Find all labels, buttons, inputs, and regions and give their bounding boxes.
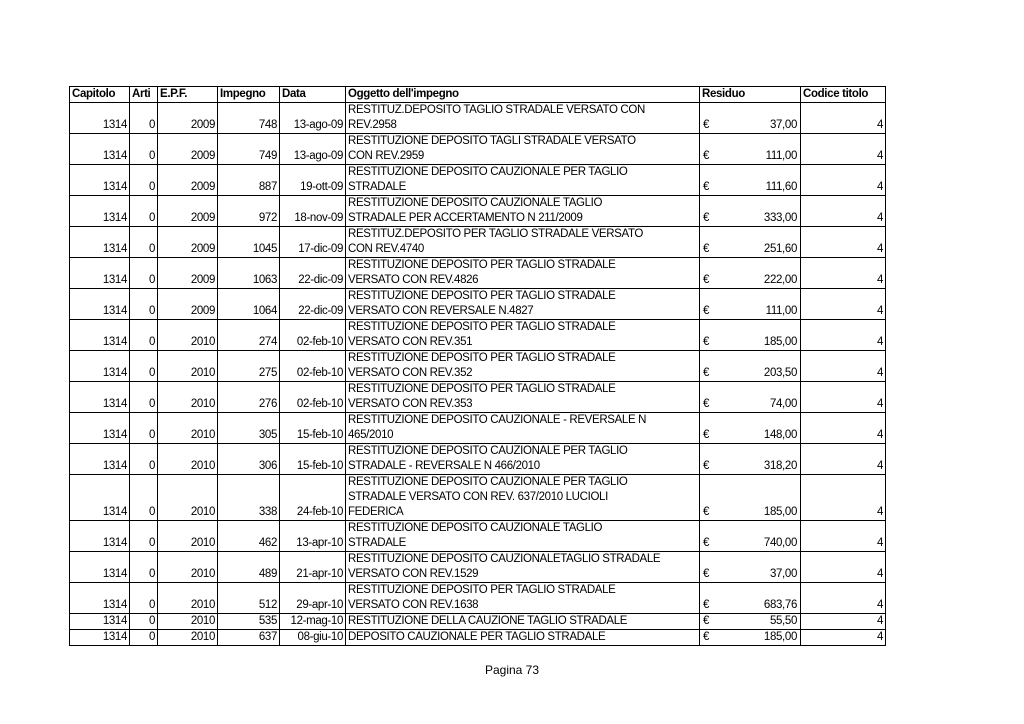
cell-codice-titolo: 4 (801, 227, 886, 258)
oggetto-line: RESTITUZIONE DEPOSITO PER TAGLIO STRADALE (348, 290, 616, 302)
oggetto-line: STRADALE (348, 181, 406, 193)
cell-residuo (700, 134, 801, 165)
cell-oggetto (346, 134, 700, 165)
oggetto-line: RESTITUZIONE DEPOSITO CAUZIONALE TAGLIO (348, 197, 603, 209)
cell-residuo (700, 103, 801, 134)
cell-oggetto (346, 444, 700, 475)
table-row (70, 552, 886, 583)
cell-capitolo: 1314 (70, 382, 130, 413)
euro-symbol: € (703, 631, 710, 643)
cell-capitolo: 1314 (70, 614, 130, 630)
cell-residuo (700, 583, 801, 614)
cell-codice-titolo: 4 (801, 103, 886, 134)
cell-impegno: 748 (218, 103, 280, 134)
cell-capitolo: 1314 (70, 521, 130, 552)
residuo-value: 37,00 (769, 568, 797, 580)
cell-oggetto (346, 351, 700, 382)
cell-data: 13-ago-09 (280, 134, 346, 165)
residuo-value: 111,00 (765, 150, 797, 162)
oggetto-line: DEPOSITO CAUZIONALE PER TAGLIO STRADALE (348, 631, 606, 643)
euro-symbol: € (703, 537, 710, 549)
cell-codice-titolo: 4 (801, 413, 886, 444)
oggetto-line: RESTITUZ.DEPOSITO TAGLIO STRADALE VERSATO CON (348, 104, 645, 116)
table-row (70, 289, 886, 320)
cell-codice-titolo: 4 (801, 552, 886, 583)
cell-residuo (700, 413, 801, 444)
oggetto-line: RESTITUZIONE DEPOSITO PER TAGLIO STRADALE (348, 352, 616, 364)
cell-epf: 2009 (158, 134, 218, 165)
cell-data: 15-feb-10 (280, 444, 346, 475)
cell-impegno: 306 (218, 444, 280, 475)
cell-data: 02-feb-10 (280, 320, 346, 351)
cell-codice-titolo: 4 (801, 351, 886, 382)
cell-data: 22-dic-09 (280, 289, 346, 320)
cell-arti: 0 (130, 134, 158, 165)
oggetto-line: STRADALE - REVERSALE N 466/2010 (348, 460, 540, 472)
oggetto-line: RESTITUZIONE DEPOSITO PER TAGLIO STRADALE (348, 321, 616, 333)
cell-arti: 0 (130, 583, 158, 614)
euro-symbol: € (703, 615, 710, 627)
table-row (70, 196, 886, 227)
euro-symbol: € (703, 367, 710, 379)
residuo-value: 740,00 (763, 537, 797, 549)
cell-impegno: 338 (218, 475, 280, 521)
oggetto-line: FEDERICA (348, 506, 404, 518)
residuo-value: 148,00 (763, 429, 797, 441)
cell-capitolo: 1314 (70, 630, 130, 646)
cell-impegno: 512 (218, 583, 280, 614)
cell-residuo (700, 475, 801, 521)
cell-impegno: 1063 (218, 258, 280, 289)
cell-epf: 2009 (158, 103, 218, 134)
cell-codice-titolo: 4 (801, 630, 886, 646)
oggetto-line: STRADALE VERSATO CON REV. 637/2010 LUCIOLI (348, 491, 608, 503)
cell-residuo (700, 289, 801, 320)
header-capitolo: Capitolo (70, 87, 130, 103)
cell-oggetto (346, 382, 700, 413)
cell-impegno: 637 (218, 630, 280, 646)
cell-epf: 2010 (158, 614, 218, 630)
table-row (70, 227, 886, 258)
cell-oggetto (346, 521, 700, 552)
oggetto-line: RESTITUZIONE DELLA CAUZIONE TAGLIO STRADALE (348, 615, 628, 627)
cell-oggetto (346, 413, 700, 444)
cell-data: 24-feb-10 (280, 475, 346, 521)
table-row (70, 103, 886, 134)
oggetto-line: RESTITUZIONE DEPOSITO CAUZIONALE PER TAGLIO (348, 166, 628, 178)
euro-symbol: € (703, 460, 710, 472)
header-data: Data (280, 87, 346, 103)
cell-capitolo: 1314 (70, 165, 130, 196)
table-row (70, 475, 886, 521)
impegni-table (69, 86, 886, 646)
cell-epf: 2010 (158, 320, 218, 351)
cell-arti: 0 (130, 521, 158, 552)
cell-codice-titolo: 4 (801, 614, 886, 630)
residuo-value: 185,00 (763, 336, 797, 348)
cell-capitolo: 1314 (70, 289, 130, 320)
residuo-value: 111,60 (765, 181, 797, 193)
cell-arti: 0 (130, 382, 158, 413)
header-impegno: Impegno (218, 87, 280, 103)
cell-codice-titolo: 4 (801, 444, 886, 475)
cell-oggetto (346, 196, 700, 227)
oggetto-line: RESTITUZIONE DEPOSITO CAUZIONALE PER TAGLIO (348, 445, 628, 457)
euro-symbol: € (703, 398, 710, 410)
header-oggetto: Oggetto dell'impegno (346, 87, 700, 103)
cell-oggetto (346, 475, 700, 521)
cell-data: 18-nov-09 (280, 196, 346, 227)
cell-capitolo: 1314 (70, 475, 130, 521)
table-row (70, 320, 886, 351)
euro-symbol: € (703, 305, 710, 317)
cell-arti: 0 (130, 320, 158, 351)
cell-arti: 0 (130, 351, 158, 382)
cell-arti: 0 (130, 196, 158, 227)
cell-epf: 2010 (158, 521, 218, 552)
cell-impegno: 1045 (218, 227, 280, 258)
cell-data: 13-ago-09 (280, 103, 346, 134)
euro-symbol: € (703, 181, 710, 193)
cell-epf: 2009 (158, 258, 218, 289)
residuo-value: 203,50 (763, 367, 797, 379)
cell-impegno: 972 (218, 196, 280, 227)
cell-capitolo: 1314 (70, 134, 130, 165)
cell-arti: 0 (130, 444, 158, 475)
cell-capitolo: 1314 (70, 351, 130, 382)
table-row (70, 521, 886, 552)
cell-epf: 2009 (158, 227, 218, 258)
oggetto-line: CON REV.4740 (348, 243, 424, 255)
cell-impegno: 462 (218, 521, 280, 552)
cell-epf: 2010 (158, 630, 218, 646)
cell-capitolo: 1314 (70, 196, 130, 227)
cell-codice-titolo: 4 (801, 475, 886, 521)
residuo-value: 318,20 (763, 460, 797, 472)
residuo-value: 683,76 (763, 599, 797, 611)
oggetto-line: STRADALE (348, 537, 406, 549)
cell-oggetto (346, 227, 700, 258)
residuo-value: 222,00 (763, 274, 797, 286)
cell-codice-titolo: 4 (801, 320, 886, 351)
euro-symbol: € (703, 243, 710, 255)
table-row (70, 382, 886, 413)
cell-impegno: 489 (218, 552, 280, 583)
euro-symbol: € (703, 506, 710, 518)
table-row (70, 134, 886, 165)
cell-codice-titolo: 4 (801, 165, 886, 196)
cell-capitolo: 1314 (70, 227, 130, 258)
cell-residuo (700, 444, 801, 475)
cell-residuo (700, 165, 801, 196)
cell-codice-titolo: 4 (801, 521, 886, 552)
cell-residuo (700, 630, 801, 646)
residuo-value: 185,00 (763, 631, 797, 643)
cell-epf: 2009 (158, 289, 218, 320)
header-codice-titolo: Codice titolo (801, 87, 886, 103)
cell-residuo (700, 196, 801, 227)
table-row (70, 583, 886, 614)
cell-impegno: 749 (218, 134, 280, 165)
oggetto-line: RESTITUZIONE DEPOSITO TAGLI STRADALE VERSATO (348, 135, 636, 147)
cell-arti: 0 (130, 289, 158, 320)
oggetto-line: VERSATO CON REV.352 (348, 367, 473, 379)
cell-data: 08-giu-10 (280, 630, 346, 646)
cell-epf: 2010 (158, 413, 218, 444)
cell-oggetto (346, 103, 700, 134)
cell-impegno: 535 (218, 614, 280, 630)
residuo-value: 251,60 (763, 243, 797, 255)
cell-impegno: 276 (218, 382, 280, 413)
oggetto-line: VERSATO CON REV.351 (348, 336, 473, 348)
page-number: Pagina 73 (484, 663, 540, 677)
cell-data: 22-dic-09 (280, 258, 346, 289)
residuo-value: 37,00 (769, 119, 797, 131)
euro-symbol: € (703, 336, 710, 348)
cell-oggetto (346, 289, 700, 320)
cell-capitolo: 1314 (70, 320, 130, 351)
oggetto-line: RESTITUZIONE DEPOSITO CAUZIONALE PER TAGLIO (348, 476, 628, 488)
header-residuo: Residuo (700, 87, 801, 103)
cell-epf: 2010 (158, 444, 218, 475)
cell-residuo (700, 521, 801, 552)
oggetto-line: RESTITUZIONE DEPOSITO PER TAGLIO STRADALE (348, 584, 616, 596)
cell-epf: 2010 (158, 382, 218, 413)
oggetto-line: VERSATO CON REVERSALE N.4827 (348, 305, 534, 317)
euro-symbol: € (703, 119, 710, 131)
oggetto-line: RESTITUZIONE DEPOSITO CAUZIONALE - REVERSALE N (348, 414, 647, 426)
cell-oggetto (346, 583, 700, 614)
oggetto-line: STRADALE PER ACCERTAMENTO N 211/2009 (348, 212, 583, 224)
residuo-value: 55,50 (769, 615, 797, 627)
cell-data: 19-ott-09 (280, 165, 346, 196)
cell-impegno: 305 (218, 413, 280, 444)
cell-oggetto (346, 320, 700, 351)
cell-arti: 0 (130, 552, 158, 583)
euro-symbol: € (703, 212, 710, 224)
residuo-value: 333,00 (763, 212, 797, 224)
cell-arti: 0 (130, 630, 158, 646)
cell-data: 02-feb-10 (280, 382, 346, 413)
cell-capitolo: 1314 (70, 258, 130, 289)
residuo-value: 185,00 (763, 506, 797, 518)
cell-capitolo: 1314 (70, 444, 130, 475)
euro-symbol: € (703, 150, 710, 162)
cell-arti: 0 (130, 475, 158, 521)
cell-codice-titolo: 4 (801, 258, 886, 289)
euro-symbol: € (703, 274, 710, 286)
residuo-value: 74,00 (769, 398, 797, 410)
table-row (70, 614, 886, 630)
cell-oggetto (346, 258, 700, 289)
cell-residuo (700, 614, 801, 630)
table-row (70, 444, 886, 475)
cell-residuo (700, 258, 801, 289)
oggetto-line: VERSATO CON REV.353 (348, 398, 473, 410)
table-row (70, 413, 886, 444)
cell-impegno: 1064 (218, 289, 280, 320)
cell-impegno: 274 (218, 320, 280, 351)
cell-codice-titolo: 4 (801, 196, 886, 227)
oggetto-line: RESTITUZIONE DEPOSITO CAUZIONALETAGLIO STRADALE (348, 553, 661, 565)
oggetto-line: VERSATO CON REV.1638 (348, 599, 479, 611)
cell-epf: 2009 (158, 196, 218, 227)
oggetto-line: REV.2958 (348, 119, 397, 131)
cell-epf: 2010 (158, 552, 218, 583)
table-header-row (70, 87, 886, 103)
cell-oggetto (346, 165, 700, 196)
cell-codice-titolo: 4 (801, 382, 886, 413)
cell-data: 17-dic-09 (280, 227, 346, 258)
cell-arti: 0 (130, 103, 158, 134)
cell-arti: 0 (130, 165, 158, 196)
cell-codice-titolo: 4 (801, 583, 886, 614)
oggetto-line: 465/2010 (348, 429, 394, 441)
table-row (70, 630, 886, 646)
oggetto-line: RESTITUZ.DEPOSITO PER TAGLIO STRADALE VERSATO (348, 228, 644, 240)
cell-epf: 2010 (158, 475, 218, 521)
cell-arti: 0 (130, 258, 158, 289)
cell-oggetto (346, 630, 700, 646)
euro-symbol: € (703, 429, 710, 441)
oggetto-line: RESTITUZIONE DEPOSITO PER TAGLIO STRADALE (348, 259, 616, 271)
cell-data: 15-feb-10 (280, 413, 346, 444)
cell-residuo (700, 351, 801, 382)
table-row (70, 165, 886, 196)
cell-arti: 0 (130, 614, 158, 630)
cell-epf: 2010 (158, 583, 218, 614)
cell-impegno: 275 (218, 351, 280, 382)
header-epf: E.P.F. (158, 87, 218, 103)
cell-capitolo: 1314 (70, 552, 130, 583)
euro-symbol: € (703, 568, 710, 580)
cell-data: 12-mag-10 (280, 614, 346, 630)
cell-capitolo: 1314 (70, 413, 130, 444)
cell-data: 02-feb-10 (280, 351, 346, 382)
cell-residuo (700, 382, 801, 413)
cell-codice-titolo: 4 (801, 289, 886, 320)
oggetto-line: CON REV.2959 (348, 150, 424, 162)
oggetto-line: VERSATO CON REV.1529 (348, 568, 479, 580)
cell-arti: 0 (130, 227, 158, 258)
cell-arti: 0 (130, 413, 158, 444)
cell-epf: 2009 (158, 165, 218, 196)
cell-epf: 2010 (158, 351, 218, 382)
cell-oggetto (346, 614, 700, 630)
table-row (70, 351, 886, 382)
cell-residuo (700, 320, 801, 351)
oggetto-line: RESTITUZIONE DEPOSITO CAUZIONALE TAGLIO (348, 522, 603, 534)
euro-symbol: € (703, 599, 710, 611)
cell-data: 21-apr-10 (280, 552, 346, 583)
cell-codice-titolo: 4 (801, 134, 886, 165)
cell-residuo (700, 552, 801, 583)
oggetto-line: VERSATO CON REV.4826 (348, 274, 479, 286)
cell-impegno: 887 (218, 165, 280, 196)
cell-oggetto (346, 552, 700, 583)
table-row (70, 258, 886, 289)
cell-capitolo: 1314 (70, 583, 130, 614)
cell-residuo (700, 227, 801, 258)
residuo-value: 111,00 (765, 305, 797, 317)
cell-data: 13-apr-10 (280, 521, 346, 552)
cell-data: 29-apr-10 (280, 583, 346, 614)
oggetto-line: RESTITUZIONE DEPOSITO PER TAGLIO STRADALE (348, 383, 616, 395)
table-body (70, 103, 886, 646)
cell-capitolo: 1314 (70, 103, 130, 134)
header-arti: Arti (130, 87, 158, 103)
